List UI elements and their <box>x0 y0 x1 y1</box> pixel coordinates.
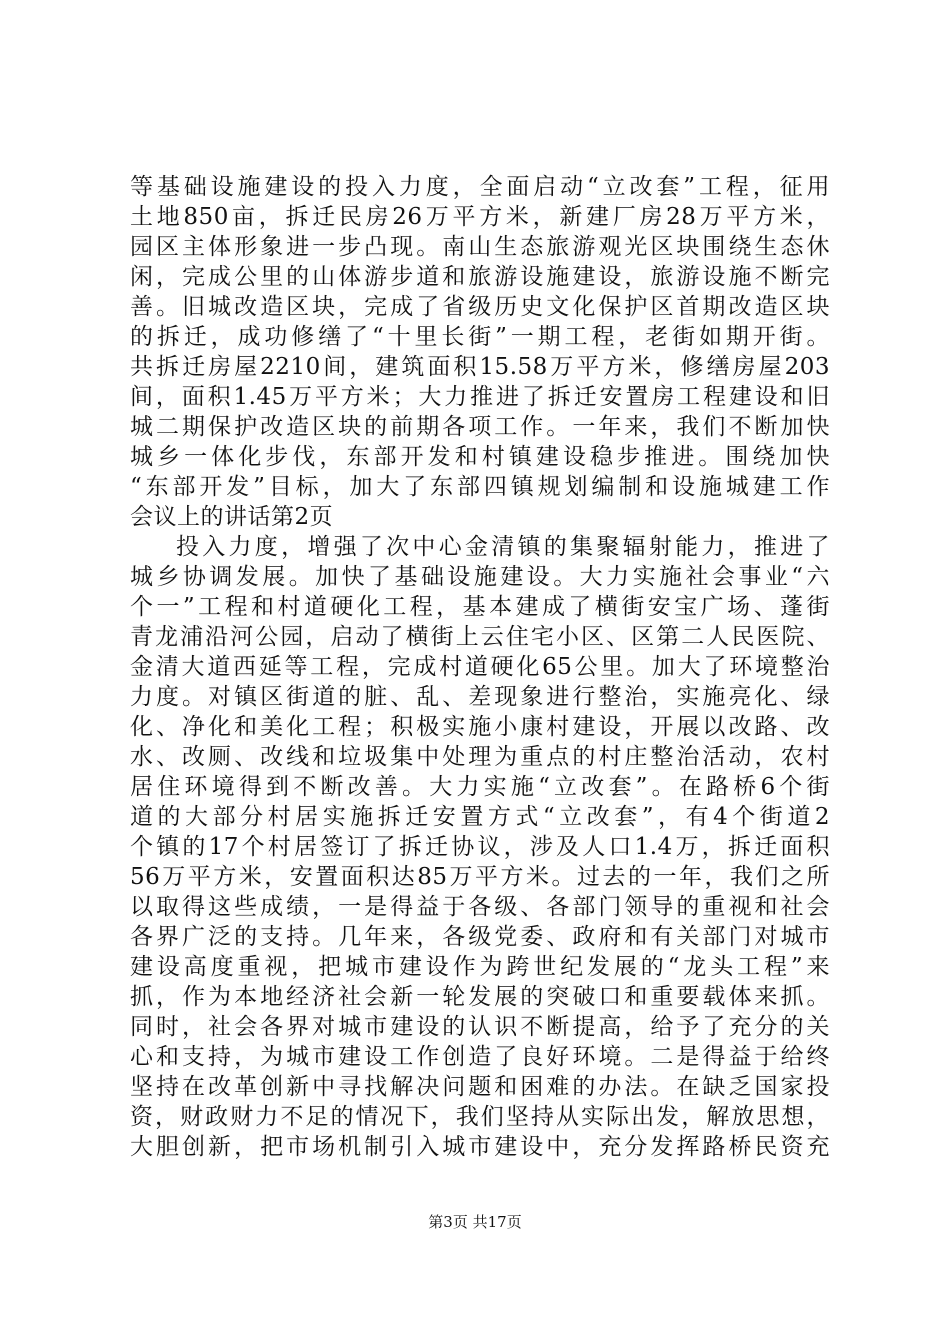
text-line: 道的大部分村居实施拆迁安置方式“立改套”，有4个街道2 <box>130 804 830 830</box>
text-line: 个一”工程和村道硬化工程，基本建成了横街安宝广场、蓬街 <box>130 594 830 620</box>
text-line: “东部开发”目标，加大了东部四镇规划编制和设施城建工作 <box>130 474 830 500</box>
text-line: 的拆迁，成功修缮了“十里长街”一期工程，老街如期开街。 <box>130 324 830 350</box>
text-line: 力度。对镇区街道的脏、乱、差现象进行整治，实施亮化、绿 <box>130 684 830 710</box>
page-number-footer: 第3页 共17页 <box>428 1213 522 1231</box>
text-line: 个镇的17个村居签订了拆迁协议，涉及人口1.4万，拆迁面积 <box>130 834 830 860</box>
paragraph-start-line: 投入力度，增强了次中心金清镇的集聚辐射能力，推进了 <box>176 534 830 560</box>
text-line: 善。旧城改造区块，完成了省级历史文化保护区首期改造区块 <box>130 294 830 320</box>
text-line: 园区主体形象进一步凸现。南山生态旅游观光区块围绕生态休 <box>130 234 830 260</box>
text-line: 居住环境得到不断改善。大力实施“立改套”。在路桥6个街 <box>130 774 830 800</box>
text-line: 以取得这些成绩，一是得益于各级、各部门领导的重视和社会 <box>130 894 830 920</box>
text-line: 坚持在改革创新中寻找解决问题和困难的办法。在缺乏国家投 <box>130 1074 830 1100</box>
text-line: 城乡协调发展。加快了基础设施建设。大力实施社会事业“六 <box>130 564 830 590</box>
text-line: 56万平方米，安置面积达85万平方米。过去的一年，我们之所 <box>130 864 830 890</box>
text-line: 城二期保护改造区块的前期各项工作。一年来，我们不断加快 <box>130 414 830 440</box>
text-line: 金清大道西延等工程，完成村道硬化65公里。加大了环境整治 <box>130 654 830 680</box>
text-line: 同时，社会各界对城市建设的认识不断提高，给予了充分的关 <box>130 1014 830 1040</box>
text-line: 抓，作为本地经济社会新一轮发展的突破口和重要载体来抓。 <box>130 984 830 1010</box>
text-line: 大胆创新，把市场机制引入城市建设中，充分发挥路桥民资充 <box>130 1134 830 1160</box>
text-line: 建设高度重视，把城市建设作为跨世纪发展的“龙头工程”来 <box>130 954 830 980</box>
text-line: 间，面积1.45万平方米；大力推进了拆迁安置房工程建设和旧 <box>130 384 830 410</box>
text-line: 等基础设施建设的投入力度，全面启动“立改套”工程，征用 <box>130 174 830 200</box>
text-line: 资，财政财力不足的情况下，我们坚持从实际出发，解放思想， <box>130 1104 830 1130</box>
document-body <box>130 172 830 1162</box>
text-line: 各界广泛的支持。几年来，各级党委、政府和有关部门对城市 <box>130 924 830 950</box>
text-line: 水、改厕、改线和垃圾集中处理为重点的村庄整治活动，农村 <box>130 744 830 770</box>
text-line: 化、净化和美化工程；积极实施小康村建设，开展以改路、改 <box>130 714 830 740</box>
text-line: 闲，完成公里的山体游步道和旅游设施建设，旅游设施不断完 <box>130 264 830 290</box>
text-line: 心和支持，为城市建设工作创造了良好环境。二是得益于给终 <box>130 1044 830 1070</box>
text-line: 共拆迁房屋2210间，建筑面积15.58万平方米，修缮房屋203 <box>130 354 830 380</box>
text-line: 青龙浦沿河公园，启动了横街上云住宅小区、区第二人民医院、 <box>130 624 830 650</box>
text-line: 会议上的讲话第2页 <box>130 504 334 530</box>
text-line: 土地850亩，拆迁民房26万平方米，新建厂房28万平方米， <box>130 204 830 230</box>
text-line: 城乡一体化步伐，东部开发和村镇建设稳步推进。围绕加快 <box>130 444 830 470</box>
